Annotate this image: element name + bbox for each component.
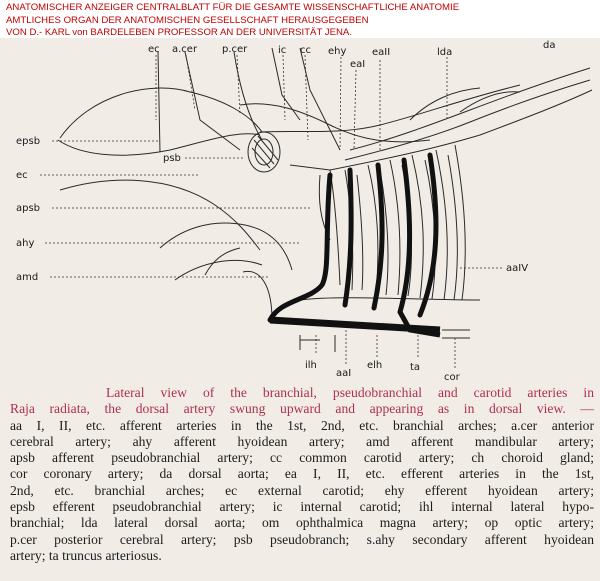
label-cc: cc: [300, 45, 311, 56]
header-line-3: VON D.- KARL von BARDELEBEN PROFESSOR AN DER UNIVERSITÄT JENA.: [6, 27, 352, 38]
label-aaI: aaI: [336, 368, 352, 379]
label-ta: ta: [410, 362, 421, 373]
caption-line: artery; ta truncus arteriosus.: [10, 547, 162, 563]
label-amd: amd: [16, 272, 39, 283]
caption-line: Lateral view of the branchial, pseudobranchial and carotid arteries in: [106, 385, 594, 400]
caption-line: cerebral artery; ahy afferent hyoidean artery; amd afferent mandibular artery;: [10, 433, 594, 449]
label-elh: elh: [367, 360, 383, 371]
header-line-1: ANATOMISCHER ANZEIGER CENTRALBLATT FÜR DIE GESAMTE WISSENSCHAFTLICHE ANATOMIE: [6, 2, 460, 13]
caption-line: epsb efferent pseudobranchial artery; ic internal carotid; ihl internal lateral hypo-: [10, 499, 594, 515]
diagram-outlines: [58, 48, 592, 352]
caption-line: Raja radiata, the dorsal artery swung upward and appearing as in dorsal view. —: [10, 401, 594, 417]
efferent-vessels: [270, 155, 436, 320]
label-lda: lda: [437, 47, 453, 58]
label-epsb: epsb: [16, 136, 41, 147]
caption-line: apsb afferent pseudobranchial artery; cc common carotid artery; ch choroid gland;: [10, 450, 594, 466]
label-eaI: eaI: [350, 59, 366, 70]
label-ahy: ahy: [16, 238, 35, 249]
label-ilh: ilh: [305, 360, 317, 371]
caption-line: aa I, II, etc. afferent arteries in the 1st, 2nd, etc. branchial arches; a.cer anterior: [10, 417, 594, 433]
label-acer: a.cer: [172, 44, 198, 55]
label-eaII: eaII: [372, 47, 391, 58]
label-psb: psb: [163, 153, 181, 164]
caption-line: 2nd, etc. branchial arches; ec external carotid; ehy efferent hyoidean artery;: [10, 482, 594, 498]
label-ehy: ehy: [328, 46, 347, 57]
label-da: da: [543, 40, 556, 51]
figure-caption: [10, 385, 594, 564]
caption-line: branchial; lda lateral dorsal aorta; om ophthalmica magna artery; op optic artery;: [10, 515, 594, 531]
label-aaIV: aaIV: [506, 263, 529, 274]
label-ic: ic: [278, 45, 287, 56]
label-cor: cor: [444, 372, 460, 381]
header-line-2: AMTLICHES ORGAN DER ANATOMISCHEN GESELLSCHAFT HERAUSGEGEBEN: [6, 14, 369, 26]
label-ec-top: ec: [148, 44, 160, 55]
label-ec-left: ec: [16, 170, 28, 181]
label-apsb: apsb: [16, 203, 41, 214]
caption-line: cor coronary artery; da dorsal aorta; ea I, II, etc. efferent arteries in the 1st,: [10, 466, 594, 482]
label-pcer: p.cer: [222, 44, 248, 55]
caption-line: p.cer posterior cerebral artery; psb pseudobranch; s.ahy secondary afferent hyoidean: [10, 531, 594, 547]
